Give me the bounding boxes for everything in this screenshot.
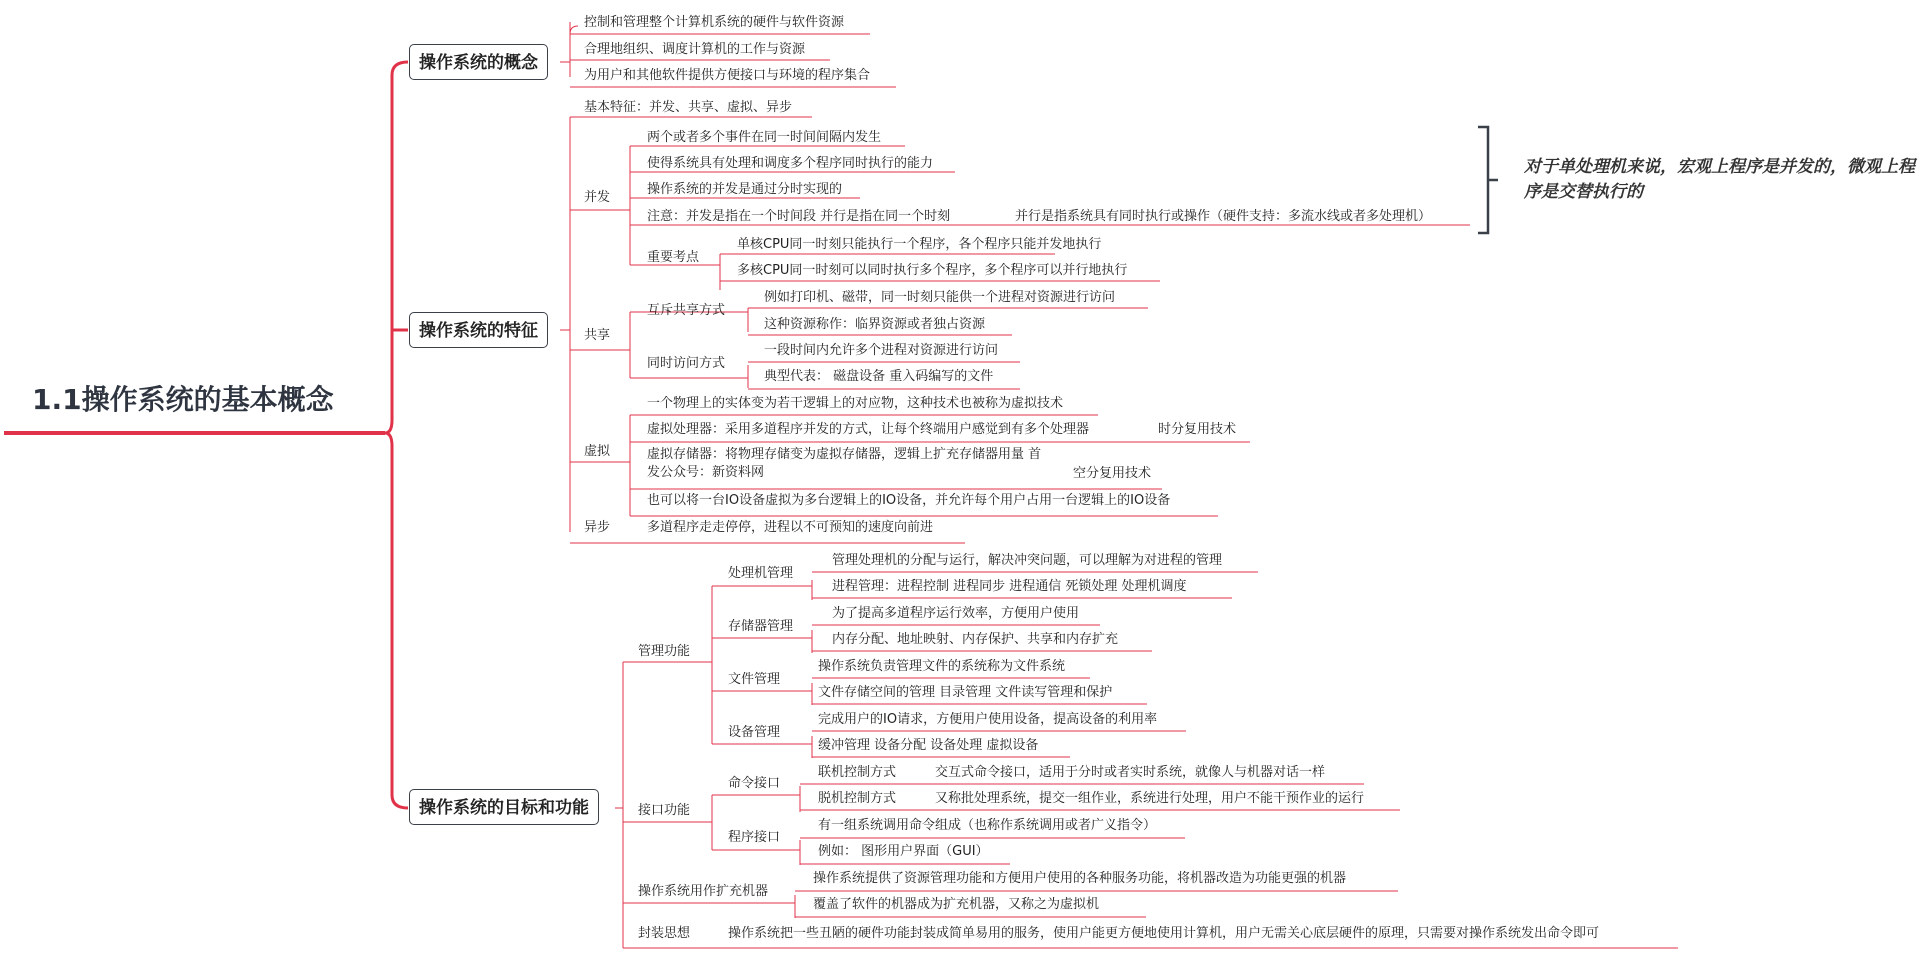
topic-concept: 操作系统的概念 bbox=[409, 44, 548, 80]
mutex-label: 互斥共享方式 bbox=[647, 303, 726, 318]
extension-item-1: 操作系统提供了资源管理功能和方便用户使用的各种服务功能，将机器改造为功能更强的机器 bbox=[813, 871, 1347, 886]
processor-item-1: 管理处理机的分配与运行，解决冲突问题，可以理解为对进程的管理 bbox=[832, 553, 1223, 568]
concurrency-item-1: 两个或者多个事件在同一时间间隔内发生 bbox=[647, 130, 882, 145]
memory-label: 存储器管理 bbox=[728, 619, 794, 634]
key-points-label: 重要考点 bbox=[647, 250, 700, 265]
program-item-1: 有一组系统调用命令组成（也称作系统调用或者广义指令） bbox=[818, 818, 1157, 833]
program-label: 程序接口 bbox=[728, 830, 781, 845]
async-item: 多道程序走走停停，进程以不可预知的速度向前进 bbox=[647, 520, 934, 535]
processor-label: 处理机管理 bbox=[728, 566, 794, 581]
async-label: 异步 bbox=[584, 520, 611, 535]
virtual-item-1: 一个物理上的实体变为若干逻辑上的对应物，这种技术也被称为虚拟技术 bbox=[647, 396, 1064, 411]
concept-item-3: 为用户和其他软件提供方便接口与环境的程序集合 bbox=[584, 68, 871, 83]
simul-label: 同时访问方式 bbox=[647, 356, 726, 371]
memory-item-2: 内存分配、地址映射、内存保护、共享和内存扩充 bbox=[832, 632, 1119, 647]
offline-desc: 又称批处理系统，提交一组作业，系统进行处理，用户不能干预作业的运行 bbox=[935, 791, 1365, 806]
encapsulation-item: 操作系统把一些丑陋的硬件功能封装成简单易用的服务，使用户能更方便地使用计算机，用户无需关心底层硬件的原理，只需要对操作系统发出命令即可 bbox=[728, 926, 1600, 941]
concurrency-note-extra: 并行是指系统具有同时执行或操作（硬件支持：多流水线或者多处理机） bbox=[1015, 209, 1432, 224]
management-label: 管理功能 bbox=[638, 644, 691, 659]
memory-item-1: 为了提高多道程序运行效率，方便用户使用 bbox=[832, 606, 1080, 621]
topic-features: 操作系统的特征 bbox=[409, 312, 548, 348]
file-item-2: 文件存储空间的管理 目录管理 文件读写管理和保护 bbox=[818, 685, 1113, 700]
program-item-2: 例如： 图形用户界面（GUI） bbox=[818, 844, 989, 859]
mutex-item-2: 这种资源称作：临界资源或者独占资源 bbox=[764, 317, 986, 332]
command-label: 命令接口 bbox=[728, 776, 781, 791]
concurrency-label: 并发 bbox=[584, 190, 611, 205]
simul-item-1: 一段时间内允许多个进程对资源进行访问 bbox=[764, 343, 999, 358]
device-item-1: 完成用户的IO请求，方便用户使用设备，提高设备的利用率 bbox=[818, 712, 1158, 727]
virtual-item-3: 虚拟存储器：将物理存储变为虚拟存储器，逻辑上扩充存储器用量 首发公众号：新资料网 bbox=[647, 447, 1042, 480]
device-label: 设备管理 bbox=[728, 725, 781, 740]
processor-item-2: 进程管理：进程控制 进程同步 进程通信 死锁处理 处理机调度 bbox=[832, 579, 1187, 594]
offline-label: 脱机控制方式 bbox=[818, 791, 897, 806]
features-basic: 基本特征：并发、共享、虚拟、异步 bbox=[584, 100, 793, 115]
concurrency-item-3: 操作系统的并发是通过分时实现的 bbox=[647, 182, 843, 197]
concept-item-1: 控制和管理整个计算机系统的硬件与软件资源 bbox=[584, 15, 845, 30]
concurrency-item-2: 使得系统具有处理和调度多个程序同时执行的能力 bbox=[647, 156, 934, 171]
simul-item-2: 典型代表： 磁盘设备 重入码编写的文件 bbox=[764, 369, 994, 384]
space-mux-label: 空分复用技术 bbox=[1073, 466, 1152, 481]
concurrency-note: 注意：并发是指在一个时间段 并行是指在同一个时刻 bbox=[647, 209, 951, 224]
sharing-label: 共享 bbox=[584, 328, 611, 343]
virtual-item-2: 虚拟处理器：采用多道程序并发的方式，让每个终端用户感觉到有多个处理器 bbox=[647, 422, 1090, 437]
mutex-item-1: 例如打印机、磁带，同一时刻只能供一个进程对资源进行访问 bbox=[764, 290, 1116, 305]
concurrency-summary: 对于单处理机来说，宏观上程序是并发的，微观上程序是交替执行的 bbox=[1524, 157, 1915, 202]
topic-goals: 操作系统的目标和功能 bbox=[409, 789, 599, 825]
extension-item-2: 覆盖了软件的机器成为扩充机器，又称之为虚拟机 bbox=[813, 897, 1100, 912]
online-desc: 交互式命令接口，适用于分时或者实时系统，就像人与机器对话一样 bbox=[935, 765, 1326, 780]
time-mux-label: 时分复用技术 bbox=[1158, 422, 1237, 437]
virtual-label: 虚拟 bbox=[584, 444, 611, 459]
encapsulation-label: 封装思想 bbox=[638, 926, 691, 941]
key-point-2: 多核CPU同一时刻可以同时执行多个程序，多个程序可以并行地执行 bbox=[737, 263, 1128, 278]
concept-item-2: 合理地组织、调度计算机的工作与资源 bbox=[584, 42, 806, 57]
extension-label: 操作系统用作扩充机器 bbox=[638, 884, 769, 899]
file-item-1: 操作系统负责管理文件的系统称为文件系统 bbox=[818, 659, 1066, 674]
file-label: 文件管理 bbox=[728, 672, 781, 687]
root-topic: 1.1操作系统的基本概念 bbox=[32, 383, 334, 416]
virtual-item-4: 也可以将一台IO设备虚拟为多台逻辑上的IO设备，并允许每个用户占用一台逻辑上的IO设备 bbox=[647, 493, 1171, 508]
key-point-1: 单核CPU同一时刻只能执行一个程序，各个程序只能并发地执行 bbox=[737, 237, 1102, 252]
online-label: 联机控制方式 bbox=[818, 765, 897, 780]
device-item-2: 缓冲管理 设备分配 设备处理 虚拟设备 bbox=[818, 738, 1039, 753]
interface-label: 接口功能 bbox=[638, 803, 691, 818]
